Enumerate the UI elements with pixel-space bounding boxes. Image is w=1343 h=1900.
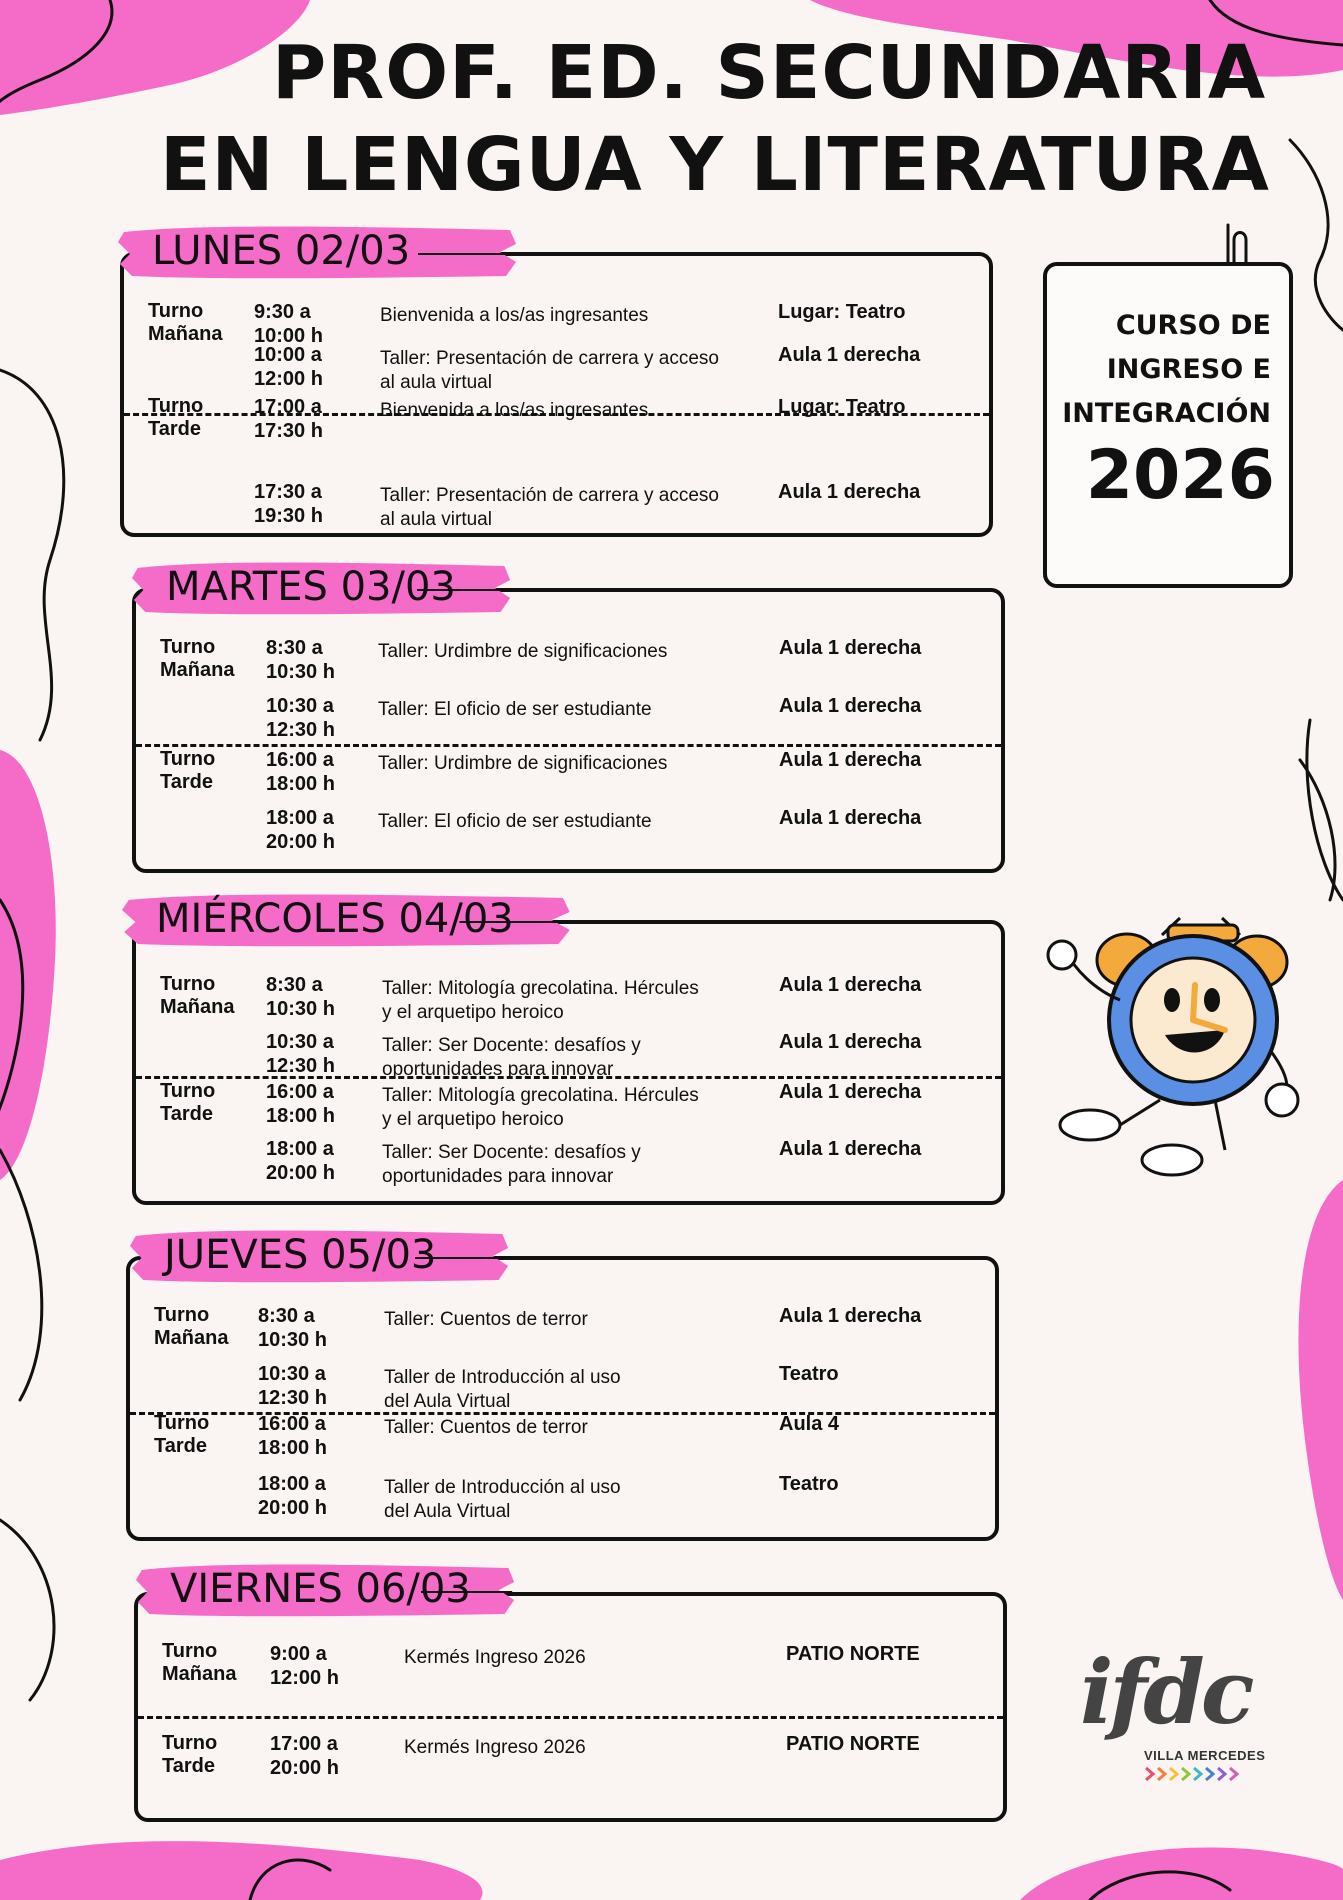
session-activity-line: del Aula Virtual: [384, 1501, 511, 1522]
session-time-line: 20:00 h: [270, 1757, 339, 1779]
session-activity-line: oportunidades para innovar: [382, 1059, 614, 1080]
session-activity-line: Taller: Cuentos de terror: [384, 1309, 588, 1330]
shift-name-line: Tarde: [154, 1435, 207, 1457]
session-activity-line: Taller: Ser Docente: desafíos y: [382, 1035, 641, 1056]
session-time-line: 18:00 a: [266, 1138, 334, 1160]
session-activity-line: Taller: Urdimbre de significaciones: [378, 641, 668, 662]
day-label: JUEVES 05/03: [164, 1232, 437, 1278]
session-place: Aula 1 derecha: [779, 637, 922, 659]
session-place: Aula 1 derecha: [779, 1031, 922, 1053]
session-activity-line: Taller: El oficio de ser estudiante: [378, 699, 652, 720]
session-time-line: 18:00 a: [258, 1473, 326, 1495]
shift-name-line: Turno: [154, 1304, 210, 1326]
session-time-line: 12:30 h: [266, 1055, 335, 1077]
session-time-line: 18:00 h: [258, 1437, 327, 1459]
session-time-line: 10:30 h: [266, 998, 335, 1020]
logo-text: ifdc: [1080, 1640, 1251, 1744]
shift-name-line: Turno: [160, 973, 216, 995]
session-activity-line: Kermés Ingreso 2026: [404, 1647, 586, 1668]
session-place: Aula 4: [779, 1413, 840, 1435]
shift-separator: [138, 1716, 1003, 1719]
day-label: LUNES 02/03: [152, 228, 411, 274]
session-time-line: 16:00 a: [266, 749, 334, 771]
session-time-line: 16:00 a: [258, 1413, 326, 1435]
session-activity-line: y el arquetipo heroico: [382, 1002, 564, 1023]
shift-name-line: Mañana: [154, 1327, 229, 1349]
course-card-line3: INTEGRACIÓN: [1062, 398, 1271, 429]
session-time-line: 17:30 a: [254, 481, 322, 503]
day-header: [122, 890, 572, 948]
session-time-line: 12:30 h: [258, 1387, 327, 1409]
shift-name-line: Turno: [160, 748, 216, 770]
session-activity-line: Taller: El oficio de ser estudiante: [378, 811, 652, 832]
session-time-line: 10:30 h: [258, 1329, 327, 1351]
session-place: Aula 1 derecha: [779, 974, 922, 996]
session-place: Aula 1 derecha: [779, 1138, 922, 1160]
course-card-line2: INGRESO E: [1106, 354, 1271, 385]
page-title-line1: PROF. ED. SECUNDARIA: [272, 30, 1267, 116]
course-card: [1043, 262, 1293, 588]
session-activity-line: al aula virtual: [380, 372, 492, 393]
session-activity-line: al aula virtual: [380, 509, 492, 530]
page-title-line2: EN LENGUA Y LITERATURA: [160, 122, 1270, 208]
session-time-line: 20:00 h: [266, 831, 335, 853]
session-time-line: 10:30 a: [258, 1363, 326, 1385]
day-label: MARTES 03/03: [166, 564, 456, 610]
session-time-line: 9:00 a: [270, 1643, 327, 1665]
session-time-line: 17:00 a: [254, 396, 322, 418]
logo-subtitle: VILLA MERCEDES: [1144, 1748, 1266, 1763]
session-time-line: 10:30 h: [266, 661, 335, 683]
session-time-line: 9:30 a: [254, 301, 311, 323]
session-activity-line: del Aula Virtual: [384, 1391, 511, 1412]
session-time-line: 10:30 a: [266, 1031, 334, 1053]
day-header: [118, 222, 518, 280]
session-time-line: 12:30 h: [266, 719, 335, 741]
ifdc-logo: [1070, 1640, 1266, 1790]
session-place: Aula 1 derecha: [778, 344, 921, 366]
shift-name-line: Tarde: [148, 418, 201, 440]
shift-name-line: Turno: [148, 395, 204, 417]
session-time-line: 10:00 h: [254, 325, 323, 347]
session-activity-line: Bienvenida a los/as ingresantes: [380, 305, 649, 326]
session-activity-line: Taller de Introducción al uso: [384, 1477, 621, 1498]
day-header: [130, 1226, 510, 1284]
session-place: Aula 1 derecha: [779, 749, 922, 771]
day-box: [126, 1256, 999, 1541]
course-card-year: 2026: [1085, 436, 1275, 515]
session-time-line: 18:00 a: [266, 807, 334, 829]
session-time-line: 18:00 h: [266, 1105, 335, 1127]
day-header: [136, 1560, 516, 1618]
session-time-line: 20:00 h: [258, 1497, 327, 1519]
shift-name-line: Mañana: [162, 1663, 237, 1685]
session-place: Teatro: [779, 1473, 839, 1495]
shift-name-line: Turno: [162, 1640, 218, 1662]
shift-name-line: Mañana: [160, 659, 235, 681]
session-place: Lugar: Teatro: [778, 396, 906, 418]
course-card-line1: CURSO DE: [1115, 310, 1271, 341]
session-place: Aula 1 derecha: [778, 481, 921, 503]
session-activity-line: Taller de Introducción al uso: [384, 1367, 621, 1388]
session-place: Teatro: [779, 1363, 839, 1385]
day-box: [132, 920, 1005, 1205]
session-time-line: 8:30 a: [266, 637, 323, 659]
session-place: Aula 1 derecha: [779, 1305, 922, 1327]
shift-name-line: Mañana: [148, 323, 223, 345]
day-box: [132, 588, 1005, 873]
session-activity-line: y el arquetipo heroico: [382, 1109, 564, 1130]
session-place: Aula 1 derecha: [779, 807, 922, 829]
session-activity-line: Bienvenida a los/as ingresantes: [380, 400, 649, 421]
session-time-line: 19:30 h: [254, 505, 323, 527]
session-place: Aula 1 derecha: [779, 1081, 922, 1103]
session-time-line: 16:00 a: [266, 1081, 334, 1103]
session-activity-line: Taller: Ser Docente: desafíos y: [382, 1142, 641, 1163]
shift-name-line: Tarde: [160, 1103, 213, 1125]
session-activity-line: Taller: Urdimbre de significaciones: [378, 753, 668, 774]
session-activity-line: Kermés Ingreso 2026: [404, 1737, 586, 1758]
session-activity-line: Taller: Mitología grecolatina. Hércules: [382, 1085, 699, 1106]
session-time-line: 12:00 h: [254, 368, 323, 390]
session-time-line: 8:30 a: [258, 1305, 315, 1327]
day-label: VIERNES 06/03: [170, 1566, 471, 1612]
session-time-line: 17:00 a: [270, 1733, 338, 1755]
shift-name-line: Turno: [148, 300, 204, 322]
session-place: PATIO NORTE: [786, 1643, 920, 1665]
session-place: Aula 1 derecha: [779, 695, 922, 717]
session-time-line: 12:00 h: [270, 1667, 339, 1689]
logo-arrows-icon: [1144, 1766, 1254, 1782]
session-time-line: 10:30 a: [266, 695, 334, 717]
shift-name-line: Turno: [160, 1080, 216, 1102]
day-header: [132, 558, 512, 616]
session-time-line: 10:00 a: [254, 344, 322, 366]
session-time-line: 8:30 a: [266, 974, 323, 996]
session-place: Lugar: Teatro: [778, 301, 906, 323]
day-box: [120, 252, 993, 537]
session-activity-line: Taller: Presentación de carrera y acceso: [380, 485, 719, 506]
alarm-clock-mascot-icon: [1048, 918, 1298, 1175]
day-label: MIÉRCOLES 04/03: [156, 896, 514, 942]
shift-name-line: Turno: [154, 1412, 210, 1434]
day-box: [134, 1592, 1007, 1822]
shift-name-line: Mañana: [160, 996, 235, 1018]
session-activity-line: oportunidades para innovar: [382, 1166, 614, 1187]
session-activity-line: Taller: Mitología grecolatina. Hércules: [382, 978, 699, 999]
session-activity-line: Taller: Presentación de carrera y acceso: [380, 348, 719, 369]
shift-name-line: Turno: [162, 1732, 218, 1754]
shift-name-line: Tarde: [162, 1755, 215, 1777]
session-time-line: 20:00 h: [266, 1162, 335, 1184]
session-time-line: 18:00 h: [266, 773, 335, 795]
shift-separator: [136, 744, 1001, 747]
shift-name-line: Turno: [160, 636, 216, 658]
session-activity-line: Taller: Cuentos de terror: [384, 1417, 588, 1438]
session-place: PATIO NORTE: [786, 1733, 920, 1755]
shift-name-line: Tarde: [160, 771, 213, 793]
session-time-line: 17:30 h: [254, 420, 323, 442]
